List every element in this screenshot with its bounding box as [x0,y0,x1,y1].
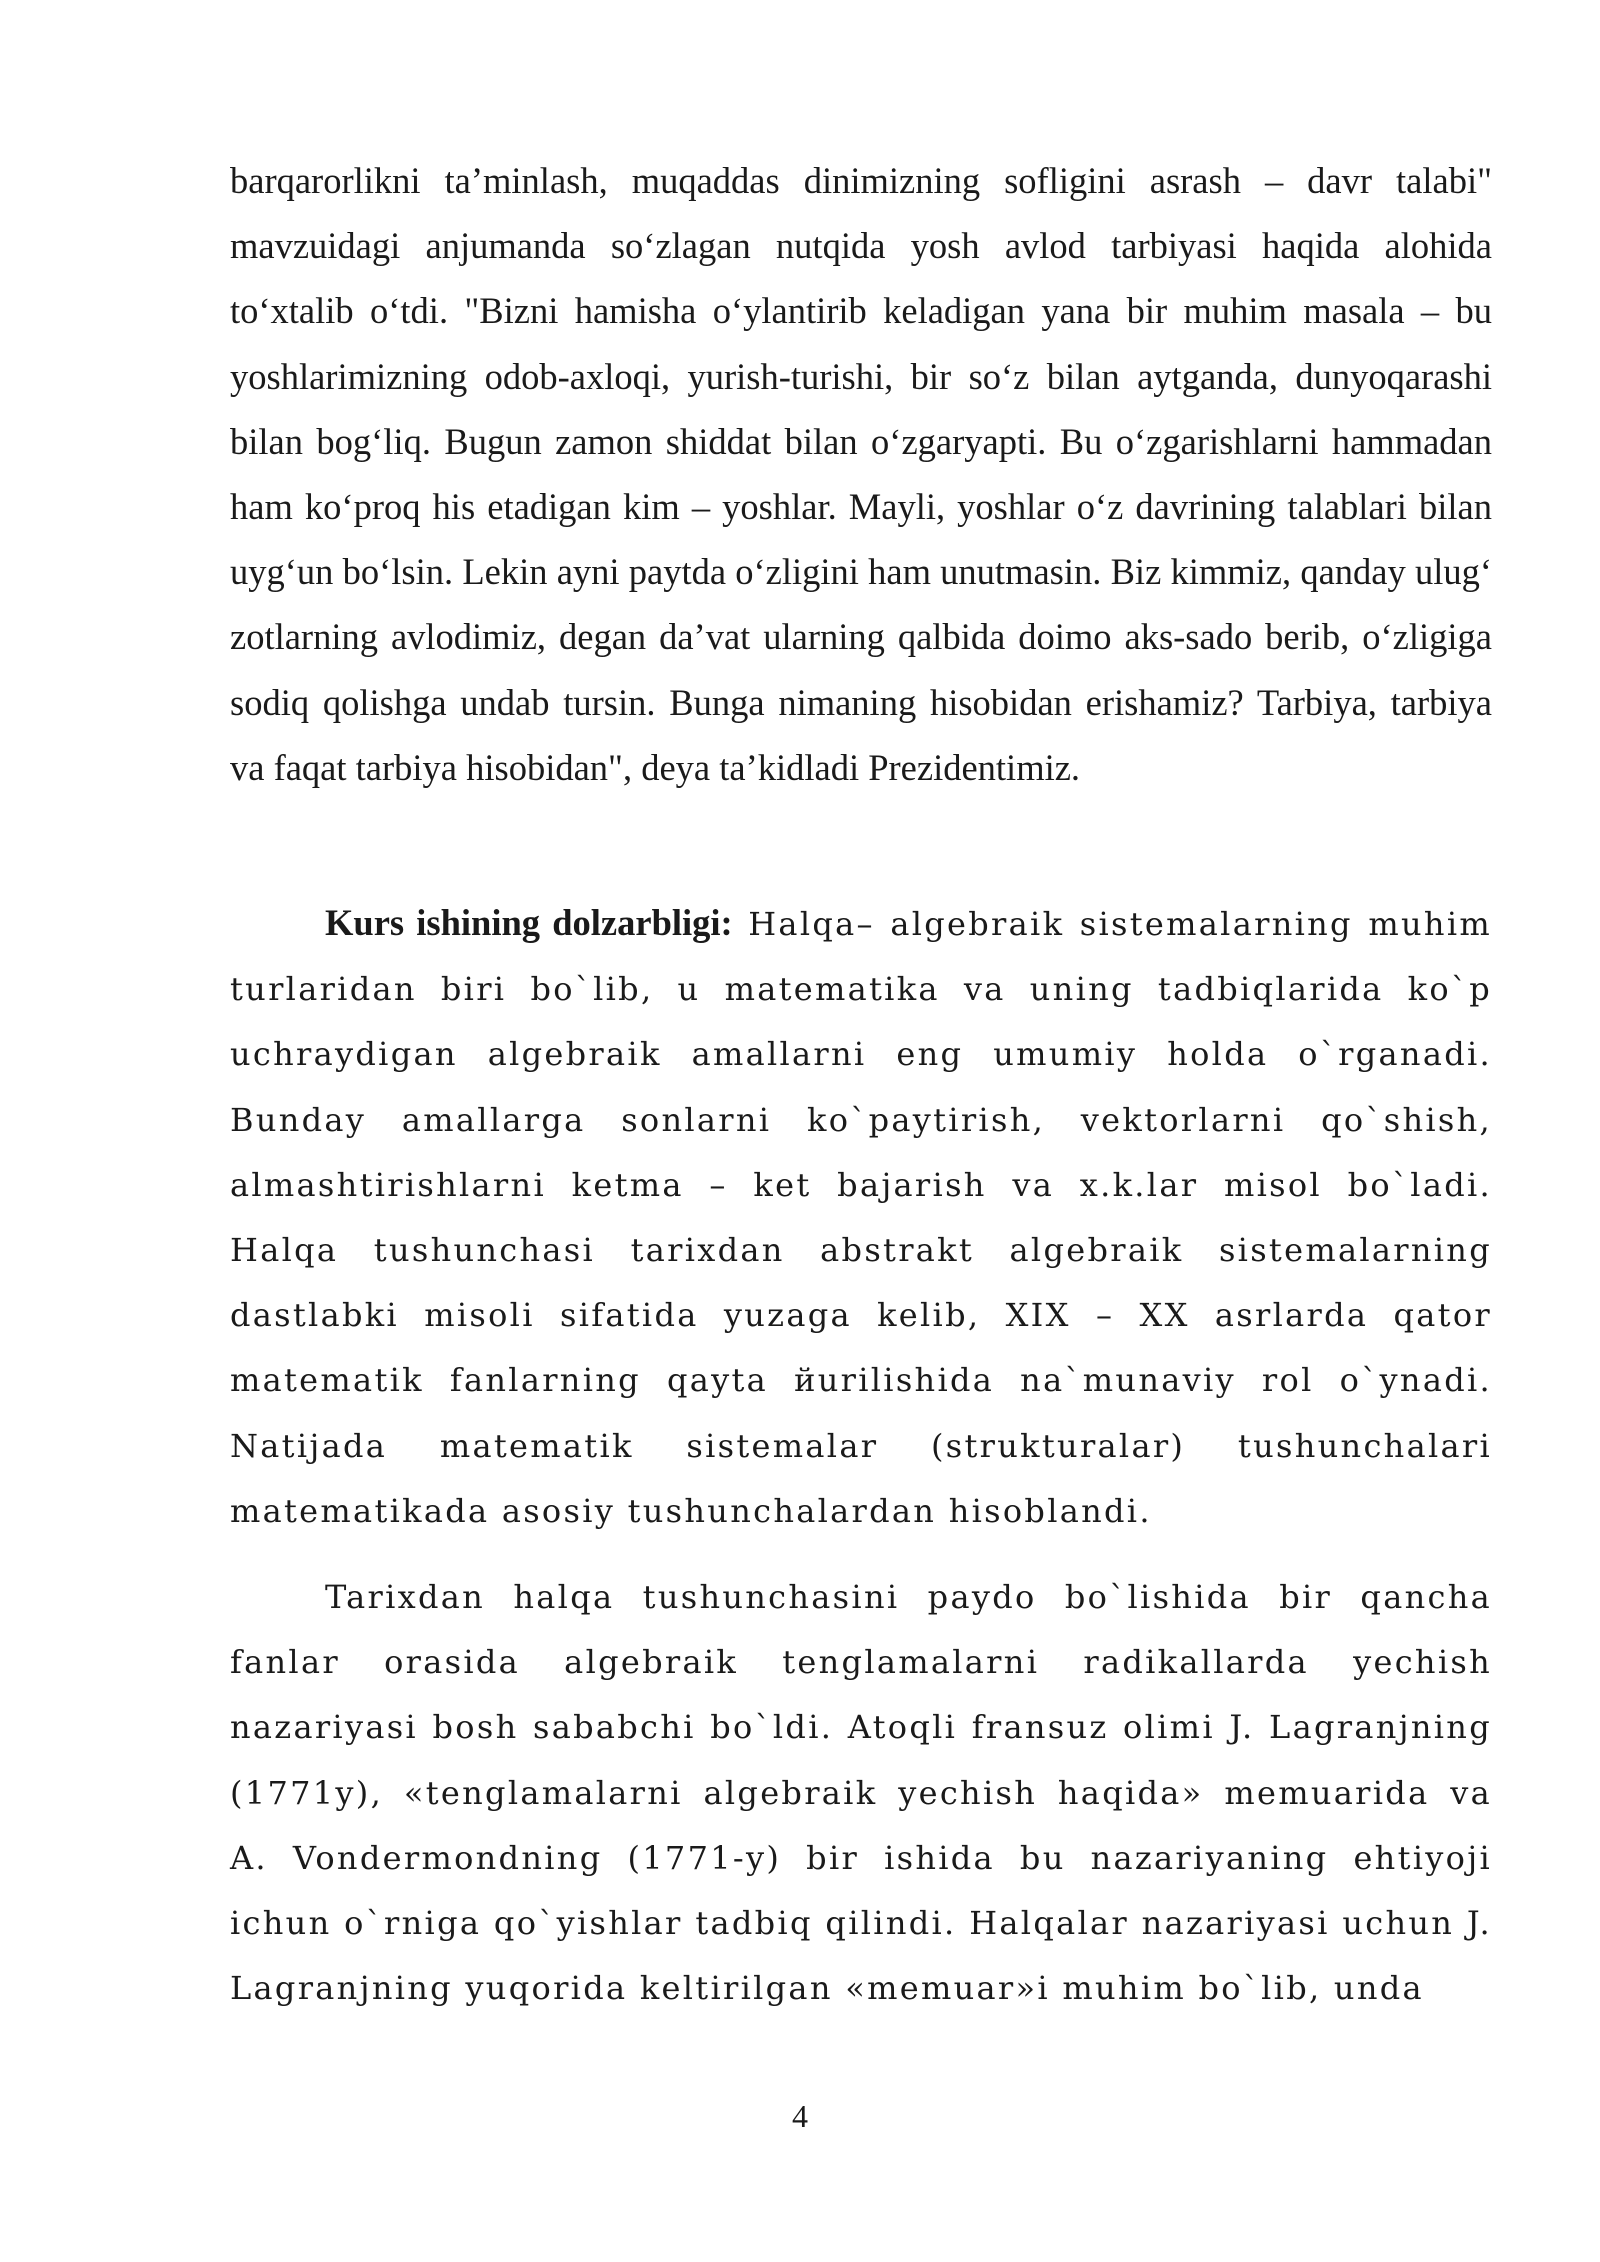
paragraph-course-relevance-text: Halqa– algebraik sistemalarning muhim turlaridan biri bo`lib, u matematika va uning tadbiqlarida ko`p uchraydigan algebraik amallarni eng umumiy holda o`rganadi. Bunday amallarga sonlarni ko`paytirish, vektorlarni qo`shish, almashtirishlarni ketma – ket bajarish va x.k.lar misol bo`ladi. Halqa tushunchasi tarixdan abstrakt algebraik sistemalarning dastlabki misoli sifatida yuzaga kelib, XIX – XX asrlarda qator matematik fanlarning qayta йurilishida na`munaviy rol o`ynadi. Natijada matematik sistemalar (strukturalar) tushunchalari matematikada asosiy tushunchalardan hisoblandi. [230,905,1492,1530]
paragraph-president-quote: barqarorlikni ta’minlash, muqaddas dinimizning sofligini asrash – davr talabi" mavzuidagi anjumanda so‘zlagan nutqida yosh avlod tarbiyasi haqida alohida to‘xtalib o‘tdi. "Bizni hamisha o‘ylantirib keladigan yana bir muhim masala – bu yoshlarimizning odob-axloqi, yurish-turishi, bir so‘z bilan aytganda, dunyoqarashi bilan bog‘liq. Bugun zamon shiddat bilan o‘zgaryapti. Bu o‘zgarishlarni hammadan ham ko‘proq his etadigan kim – yoshlar. Mayli, yoshlar o‘z davrining talablari bilan uyg‘un bo‘lsin. Lekin ayni paytda o‘zligini ham unutmasin. Biz kimmiz, qanday ulug‘ zotlarning avlodimiz, degan da’vat ularning qalbida doimo aks-sado berib, o‘zligiga sodiq qolishga undab tursin. Bunga nimaning hisobidan erishamiz? Tarbiya, tarbiya va faqat tarbiya hisobidan", deya ta’kidladi Prezidentimiz. [230,160,1492,788]
section-heading-relevance: Kurs ishining dolzarbligi: [325,902,733,943]
page-number: 4 [792,2098,808,2134]
paragraph-course-relevance [230,890,1492,1544]
paragraph-ring-history: Tarixdan halqa tushunchasini paydo bo`lishida bir qancha fanlar orasida algebraik tenglamalarni radikallarda yechish nazariyasi bosh sababchi bo`ldi. Atoqli fransuz olimi J. Lagranjning (1771y), «tenglamalarni algebraik yechish haqida» memuarida va A. Vondermondning (1771-y) bir ishida bu nazariyaning ehtiyoji ichun o`rniga qo`yishlar tadbiq qilindi. Halqalar nazariyasi uchun J. Lagranjning yuqorida keltirilgan «memuar»i muhim bo`lib, unda [230,1578,1492,2008]
